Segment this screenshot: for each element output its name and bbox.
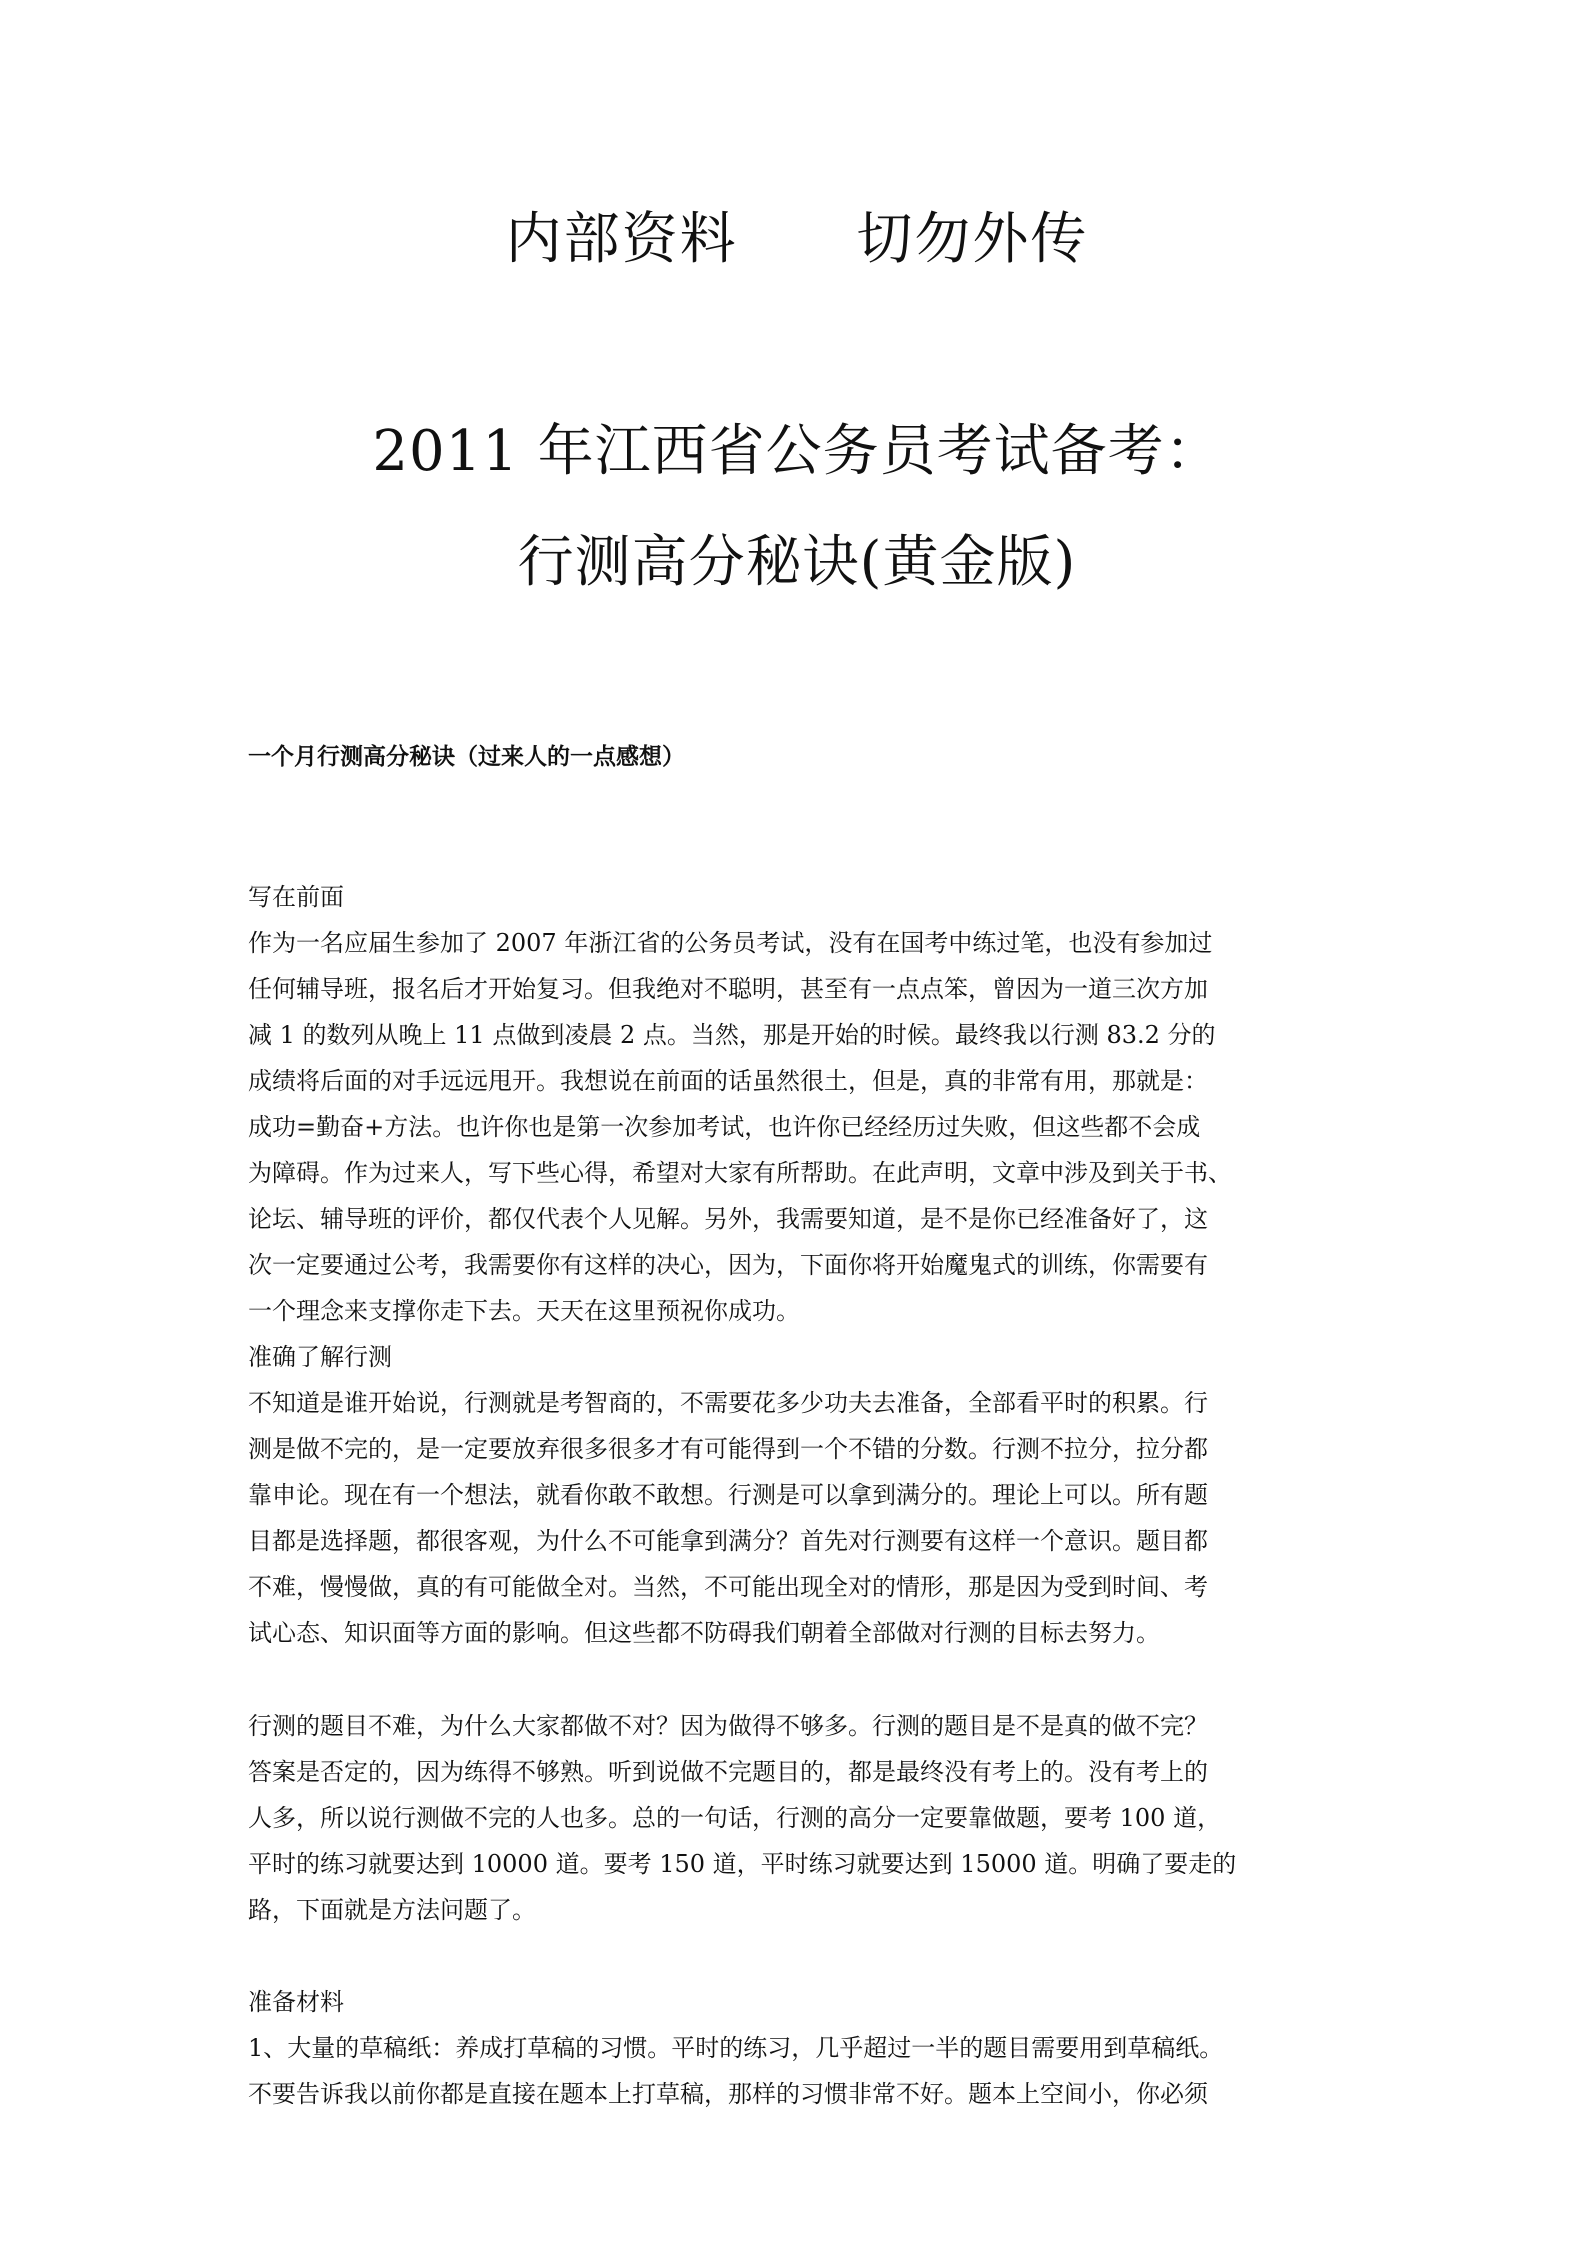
section-body-materials	[248, 2025, 1348, 2117]
text-line: 次一定要通过公考，我需要你有这样的决心，因为，下面你将开始魔鬼式的训练，你需要有	[248, 1251, 1208, 1279]
text-line: 作为一名应届生参加了 2007 年浙江省的公务员考试，没有在国考中练过笔，也没有参加过	[248, 929, 1213, 957]
section-heading-materials: 准备材料	[248, 1988, 344, 2016]
text-line: 测是做不完的，是一定要放弃很多很多才有可能得到一个不错的分数。行测不拉分，拉分都	[248, 1435, 1208, 1463]
text-line: 不要告诉我以前你都是直接在题本上打草稿，那样的习惯非常不好。题本上空间小，你必须	[248, 2080, 1208, 2108]
text-line: 一个理念来支撑你走下去。天天在这里预祝你成功。	[248, 1297, 800, 1325]
section-body-practice	[248, 1703, 1348, 1933]
text-line: 减 1 的数列从晚上 11 点做到凌晨 2 点。当然，那是开始的时候。最终我以行测 83.2 分的	[248, 1021, 1216, 1049]
text-line: 目都是选择题，都很客观，为什么不可能拿到满分？首先对行测要有这样一个意识。题目都	[248, 1527, 1208, 1555]
text-line: 路，下面就是方法问题了。	[248, 1896, 536, 1924]
section-body-preface	[248, 920, 1348, 1334]
text-line: 1、大量的草稿纸：养成打草稿的习惯。平时的练习，几乎超过一半的题目需要用到草稿纸。	[248, 2034, 1224, 2062]
text-line: 行测的题目不难，为什么大家都做不对？因为做得不够多。行测的题目是不是真的做不完？	[248, 1712, 1208, 1740]
text-line: 任何辅导班，报名后才开始复习。但我绝对不聪明，甚至有一点点笨，曾因为一道三次方加	[248, 975, 1208, 1003]
text-line: 论坛、辅导班的评价，都仅代表个人见解。另外，我需要知道，是不是你已经准备好了，这	[248, 1205, 1208, 1233]
text-line: 不知道是谁开始说，行测就是考智商的，不需要花多少功夫去准备，全部看平时的积累。行	[248, 1389, 1208, 1417]
section-heading-preface: 写在前面	[248, 883, 344, 911]
text-line: 人多，所以说行测做不完的人也多。总的一句话，行测的高分一定要靠做题，要考 100 道，	[248, 1804, 1222, 1832]
section-heading-understanding: 准确了解行测	[248, 1343, 392, 1371]
article-subtitle: 一个月行测高分秘诀（过来人的一点感想）	[248, 744, 685, 770]
text-line: 靠申论。现在有一个想法，就看你敢不敢想。行测是可以拿到满分的。理论上可以。所有题	[248, 1481, 1208, 1509]
document-title-line-2: 行测高分秘诀(黄金版)	[517, 530, 1077, 595]
confidential-notice: 内部资料 切勿外传	[505, 207, 1089, 272]
document-title-line-1: 2011 年江西省公务员考试备考：	[372, 419, 1222, 484]
text-line: 成功=勤奋+方法。也许你也是第一次参加考试，也许你已经经历过失败，但这些都不会成	[248, 1113, 1201, 1141]
text-line: 成绩将后面的对手远远甩开。我想说在前面的话虽然很土，但是，真的非常有用，那就是：	[248, 1067, 1208, 1095]
text-line: 平时的练习就要达到 10000 道。要考 150 道，平时练习就要达到 15000 道。明确了要走的	[248, 1850, 1237, 1878]
text-line: 试心态、知识面等方面的影响。但这些都不防碍我们朝着全部做对行测的目标去努力。	[248, 1619, 1160, 1647]
text-line: 答案是否定的，因为练得不够熟。听到说做不完题目的，都是最终没有考上的。没有考上的	[248, 1758, 1208, 1786]
section-body-understanding	[248, 1380, 1348, 1656]
text-line: 不难，慢慢做，真的有可能做全对。当然，不可能出现全对的情形，那是因为受到时间、考	[248, 1573, 1208, 1601]
text-line: 为障碍。作为过来人，写下些心得，希望对大家有所帮助。在此声明，文章中涉及到关于书、	[248, 1159, 1232, 1187]
